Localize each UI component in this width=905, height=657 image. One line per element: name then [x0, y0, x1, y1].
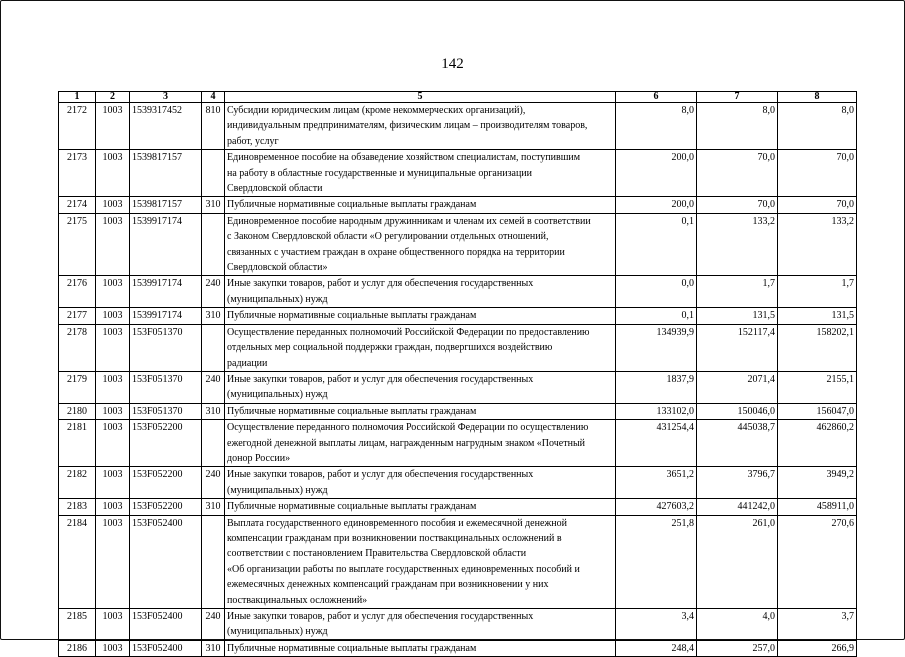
item-name-line: Публичные нормативные социальные выплаты гражданам	[227, 310, 477, 322]
item-name-line: с Законом Свердловской области «О регулировании отдельных отношений,	[227, 231, 549, 243]
amount-col6-cell: 3,4	[616, 609, 697, 641]
target-article-cell: 153F052400	[130, 515, 202, 608]
amount-col7-cell: 131,5	[697, 308, 778, 324]
amount-col6-cell: 251,8	[616, 515, 697, 608]
table-row	[59, 403, 857, 419]
expense-type-cell: 310	[202, 640, 225, 656]
item-name-line: компенсации гражданам при возникновении поствакцинальных осложнений в	[227, 532, 562, 544]
amount-col8-cell: 8,0	[778, 103, 857, 150]
expense-type-cell	[202, 420, 225, 467]
item-name-line: Иные закупки товаров, работ и услуг для обеспечения государственных	[227, 278, 534, 290]
expense-type-cell	[202, 324, 225, 371]
amount-col6-cell: 0,0	[616, 276, 697, 308]
target-article-cell: 1539917174	[130, 276, 202, 308]
table-row	[59, 308, 857, 324]
target-article-cell: 153F052400	[130, 640, 202, 656]
expense-type-cell: 310	[202, 499, 225, 515]
table-row	[59, 515, 857, 608]
amount-col8-cell: 2155,1	[778, 371, 857, 403]
item-name-cell	[225, 515, 616, 608]
amount-col6-cell: 3651,2	[616, 467, 697, 499]
amount-col6-cell: 0,1	[616, 308, 697, 324]
amount-col7-cell: 2071,4	[697, 371, 778, 403]
amount-col6-cell: 431254,4	[616, 420, 697, 467]
table-row	[59, 103, 857, 150]
amount-col7-cell: 133,2	[697, 213, 778, 276]
amount-col8-cell: 158202,1	[778, 324, 857, 371]
table-body	[59, 103, 857, 657]
amount-col7-cell: 150046,0	[697, 403, 778, 419]
item-name-line: Иные закупки товаров, работ и услуг для обеспечения государственных	[227, 373, 534, 385]
table-row	[59, 324, 857, 371]
target-article-cell: 1539817157	[130, 150, 202, 197]
section-code-cell: 1003	[96, 640, 130, 656]
header-cell: 8	[778, 92, 857, 103]
expense-type-cell: 240	[202, 276, 225, 308]
header-row	[59, 92, 857, 103]
item-name-cell	[225, 213, 616, 276]
item-name-line: индивидуальным предпринимателям, физическим лицам – производителям товаров,	[227, 120, 588, 132]
row-number-cell: 2182	[59, 467, 96, 499]
item-name-line: донор России»	[227, 452, 291, 464]
amount-col7-cell: 8,0	[697, 103, 778, 150]
item-name-cell	[225, 150, 616, 197]
section-code-cell: 1003	[96, 213, 130, 276]
section-code-cell: 1003	[96, 197, 130, 213]
row-number-cell: 2174	[59, 197, 96, 213]
amount-col8-cell: 3,7	[778, 609, 857, 641]
item-name-line: работ, услуг	[227, 135, 279, 147]
item-name-cell	[225, 197, 616, 213]
row-number-cell: 2183	[59, 499, 96, 515]
amount-col8-cell: 266,9	[778, 640, 857, 656]
amount-col8-cell: 462860,2	[778, 420, 857, 467]
item-name-line: Выплата государственного единовременного пособия и ежемесячной денежной	[227, 517, 567, 529]
expense-type-cell: 310	[202, 308, 225, 324]
budget-table	[58, 91, 857, 657]
header-cell: 3	[130, 92, 202, 103]
expense-type-cell: 810	[202, 103, 225, 150]
item-name-cell	[225, 324, 616, 371]
amount-col7-cell: 4,0	[697, 609, 778, 641]
amount-col7-cell: 445038,7	[697, 420, 778, 467]
item-name-cell	[225, 276, 616, 308]
amount-col6-cell: 248,4	[616, 640, 697, 656]
amount-col6-cell: 133102,0	[616, 403, 697, 419]
amount-col6-cell: 427603,2	[616, 499, 697, 515]
section-code-cell: 1003	[96, 308, 130, 324]
amount-col8-cell: 131,5	[778, 308, 857, 324]
item-name-line: (муниципальных) нужд	[227, 389, 328, 401]
section-code-cell: 1003	[96, 403, 130, 419]
row-number-cell: 2176	[59, 276, 96, 308]
table-row	[59, 609, 857, 641]
item-name-cell	[225, 640, 616, 656]
expense-type-cell: 240	[202, 371, 225, 403]
header-cell: 5	[225, 92, 616, 103]
amount-col7-cell: 257,0	[697, 640, 778, 656]
amount-col8-cell: 3949,2	[778, 467, 857, 499]
section-code-cell: 1003	[96, 499, 130, 515]
target-article-cell: 1539317452	[130, 103, 202, 150]
item-name-cell	[225, 403, 616, 419]
amount-col8-cell: 70,0	[778, 197, 857, 213]
item-name-line: Субсидии юридическим лицам (кроме некоммерческих организаций),	[227, 105, 526, 116]
table-row	[59, 420, 857, 467]
amount-col7-cell: 441242,0	[697, 499, 778, 515]
item-name-cell	[225, 308, 616, 324]
amount-col7-cell: 70,0	[697, 150, 778, 197]
section-code-cell: 1003	[96, 150, 130, 197]
target-article-cell: 153F052400	[130, 609, 202, 641]
page-number: 142	[441, 56, 464, 72]
header-cell: 4	[202, 92, 225, 103]
row-number-cell: 2177	[59, 308, 96, 324]
item-name-line: Свердловской области»	[227, 262, 328, 274]
table-row	[59, 499, 857, 515]
expense-type-cell: 240	[202, 609, 225, 641]
item-name-cell	[225, 467, 616, 499]
amount-col6-cell: 1837,9	[616, 371, 697, 403]
amount-col6-cell: 134939,9	[616, 324, 697, 371]
expense-type-cell: 310	[202, 197, 225, 213]
expense-type-cell	[202, 515, 225, 608]
table-row	[59, 150, 857, 197]
table-row	[59, 467, 857, 499]
target-article-cell: 153F051370	[130, 371, 202, 403]
item-name-line: Осуществление переданных полномочий Российской Федерации по предоставлению	[227, 326, 590, 338]
header-cell: 2	[96, 92, 130, 103]
expense-type-cell	[202, 213, 225, 276]
target-article-cell: 153F052200	[130, 420, 202, 467]
amount-col7-cell: 1,7	[697, 276, 778, 308]
row-number-cell: 2181	[59, 420, 96, 467]
target-article-cell: 1539917174	[130, 308, 202, 324]
item-name-line: Публичные нормативные социальные выплаты гражданам	[227, 501, 477, 513]
item-name-line: соответствии с постановлением Правительства Свердловской области	[227, 548, 527, 560]
row-number-cell: 2186	[59, 640, 96, 656]
amount-col7-cell: 3796,7	[697, 467, 778, 499]
target-article-cell: 1539817157	[130, 197, 202, 213]
item-name-line: радиации	[227, 357, 268, 369]
table-row	[59, 371, 857, 403]
amount-col7-cell: 70,0	[697, 197, 778, 213]
amount-col8-cell: 270,6	[778, 515, 857, 608]
item-name-line: Публичные нормативные социальные выплаты гражданам	[227, 199, 477, 211]
expense-type-cell: 310	[202, 403, 225, 419]
item-name-line: Единовременное пособие народным дружинникам и членам их семей в соответствии	[227, 215, 591, 227]
item-name-line: ежемесячных денежных компенсаций гражданам при возникновении у них	[227, 579, 549, 591]
row-number-cell: 2179	[59, 371, 96, 403]
row-number-cell: 2173	[59, 150, 96, 197]
item-name-line: Иные закупки товаров, работ и услуг для обеспечения государственных	[227, 469, 534, 481]
item-name-line: Публичные нормативные социальные выплаты гражданам	[227, 642, 477, 654]
item-name-line: (муниципальных) нужд	[227, 626, 328, 638]
amount-col6-cell: 8,0	[616, 103, 697, 150]
item-name-line: поствакцинальных осложнений»	[227, 594, 368, 606]
item-name-cell	[225, 371, 616, 403]
expense-type-cell: 240	[202, 467, 225, 499]
section-code-cell: 1003	[96, 467, 130, 499]
expense-type-cell	[202, 150, 225, 197]
item-name-line: отдельных мер социальной поддержки граждан, подвергшихся воздействию	[227, 342, 553, 354]
amount-col8-cell: 133,2	[778, 213, 857, 276]
header-cell: 1	[59, 92, 96, 103]
amount-col6-cell: 200,0	[616, 150, 697, 197]
item-name-line: связанных с участием граждан в охране общественного порядка на территории	[227, 246, 565, 258]
item-name-line: «Об организации работы по выплате государственных единовременных пособий и	[227, 563, 580, 575]
item-name-line: Единовременное пособие на обзаведение хозяйством специалистам, поступившим	[227, 152, 581, 164]
item-name-cell	[225, 420, 616, 467]
row-number-cell: 2175	[59, 213, 96, 276]
section-code-cell: 1003	[96, 324, 130, 371]
row-number-cell: 2172	[59, 103, 96, 150]
row-number-cell: 2180	[59, 403, 96, 419]
amount-col6-cell: 0,1	[616, 213, 697, 276]
section-code-cell: 1003	[96, 276, 130, 308]
amount-col8-cell: 156047,0	[778, 403, 857, 419]
amount-col7-cell: 261,0	[697, 515, 778, 608]
target-article-cell: 153F052200	[130, 467, 202, 499]
item-name-line: Иные закупки товаров, работ и услуг для обеспечения государственных	[227, 611, 534, 622]
row-number-cell: 2184	[59, 515, 96, 608]
target-article-cell: 153F051370	[130, 403, 202, 419]
item-name-line: Свердловской области	[227, 183, 323, 195]
item-name-cell	[225, 499, 616, 515]
amount-col8-cell: 458911,0	[778, 499, 857, 515]
section-code-cell: 1003	[96, 420, 130, 467]
amount-col7-cell: 152117,4	[697, 324, 778, 371]
row-number-cell: 2178	[59, 324, 96, 371]
item-name-cell	[225, 103, 616, 150]
target-article-cell: 1539917174	[130, 213, 202, 276]
item-name-line: Публичные нормативные социальные выплаты гражданам	[227, 405, 477, 417]
item-name-line: (муниципальных) нужд	[227, 293, 328, 305]
target-article-cell: 153F051370	[130, 324, 202, 371]
item-name-line: Осуществление переданного полномочия Российской Федерации по осуществлению	[227, 422, 589, 434]
amount-col8-cell: 70,0	[778, 150, 857, 197]
row-number-cell: 2185	[59, 609, 96, 641]
amount-col6-cell: 200,0	[616, 197, 697, 213]
section-code-cell: 1003	[96, 103, 130, 150]
item-name-line: на работу в областные государственные и муниципальные организации	[227, 167, 533, 179]
header-cell: 7	[697, 92, 778, 103]
item-name-cell	[225, 609, 616, 641]
section-code-cell: 1003	[96, 515, 130, 608]
header-cell: 6	[616, 92, 697, 103]
section-code-cell: 1003	[96, 609, 130, 641]
table-row	[59, 276, 857, 308]
target-article-cell: 153F052200	[130, 499, 202, 515]
item-name-line: (муниципальных) нужд	[227, 484, 328, 496]
section-code-cell: 1003	[96, 371, 130, 403]
amount-col8-cell: 1,7	[778, 276, 857, 308]
table-row	[59, 640, 857, 656]
table-row	[59, 213, 857, 276]
item-name-line: ежегодной денежной выплаты лицам, награжденным нагрудным знаком «Почетный	[227, 437, 586, 449]
table-row	[59, 197, 857, 213]
